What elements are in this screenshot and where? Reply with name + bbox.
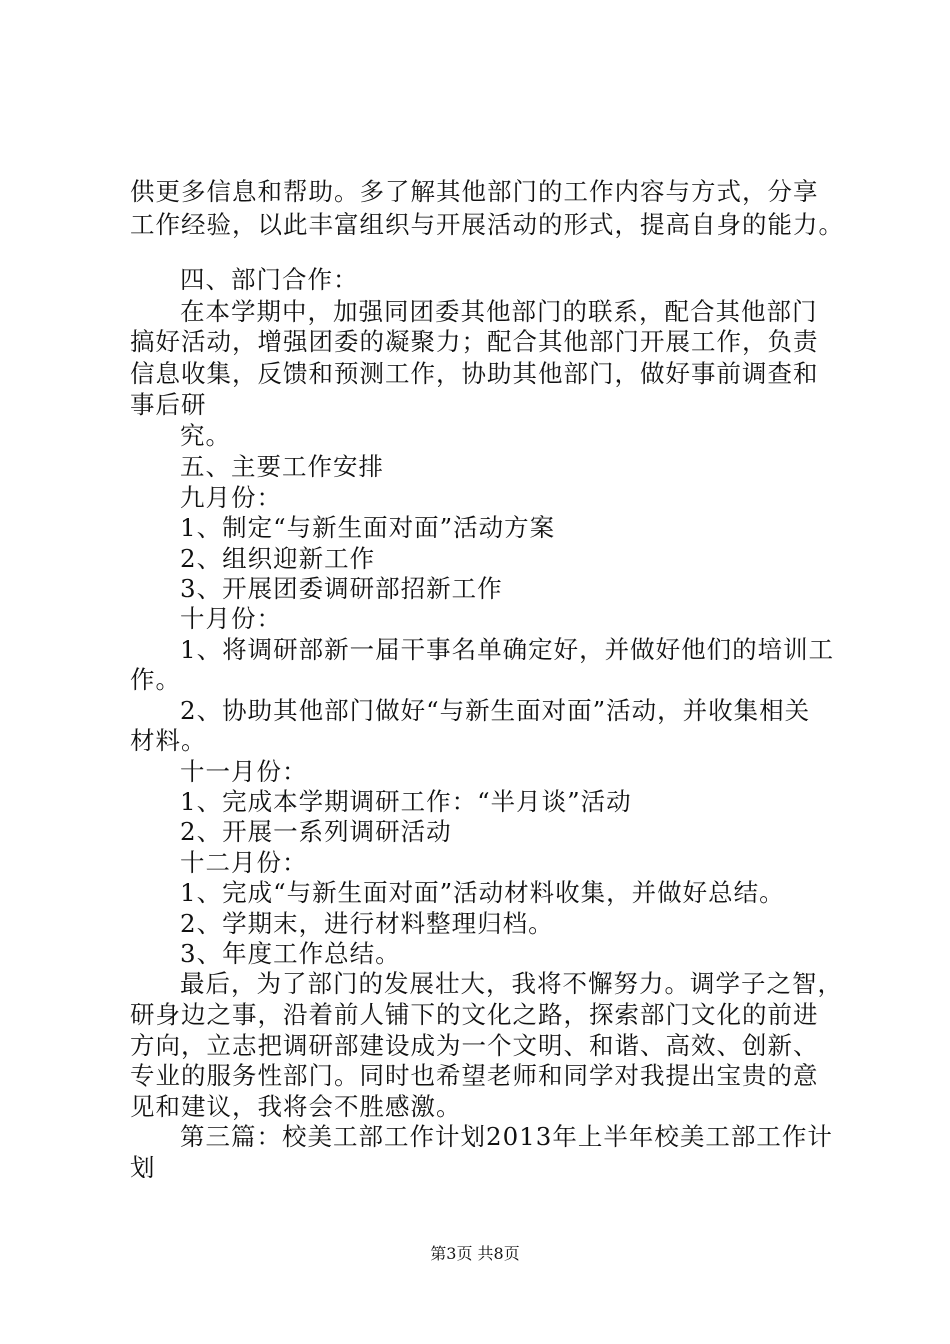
section-heading: 四、部门合作： xyxy=(180,265,359,294)
month-heading: 十二月份： xyxy=(180,848,308,877)
body-line: 究。 xyxy=(180,421,231,450)
list-item: 1、完成本学期调研工作：“半月谈”活动 xyxy=(180,787,632,816)
body-line: 方向，立志把调研部建设成为一个文明、和谐、高效、创新、 xyxy=(130,1031,819,1060)
body-line: 工作经验，以此丰富组织与开展活动的形式，提高自身的能力。 xyxy=(130,210,844,239)
list-item: 2、学期末，进行材料整理归档。 xyxy=(180,909,554,938)
month-heading: 九月份： xyxy=(180,483,282,512)
list-item-continuation: 材料。 xyxy=(130,726,207,755)
body-line: 研身边之事，沿着前人铺下的文化之路，探索部门文化的前进 xyxy=(130,1000,819,1029)
list-item: 3、年度工作总结。 xyxy=(180,939,401,968)
chapter-title: 第三篇：校美工部工作计划2013年上半年校美工部工作计 xyxy=(180,1122,833,1151)
body-line: 事后研 xyxy=(130,390,207,419)
month-heading: 十月份： xyxy=(180,604,282,633)
list-item: 1、制定“与新生面对面”活动方案 xyxy=(180,513,556,542)
list-item: 2、开展一系列调研活动 xyxy=(180,817,452,846)
body-line: 供更多信息和帮助。多了解其他部门的工作内容与方式，分享 xyxy=(130,177,819,206)
page-footer: 第3页 共8页 xyxy=(430,1244,520,1263)
body-line: 最后，为了部门的发展壮大，我将不懈努力。调学子之智， xyxy=(180,969,843,998)
list-item: 3、开展团委调研部招新工作 xyxy=(180,574,503,603)
list-item: 1、完成“与新生面对面”活动材料收集，并做好总结。 xyxy=(180,878,785,907)
body-line: 搞好活动，增强团委的凝聚力；配合其他部门开展工作，负责 xyxy=(130,327,819,356)
section-heading: 五、主要工作安排 xyxy=(180,452,384,481)
list-item-continuation: 作。 xyxy=(130,665,181,694)
month-heading: 十一月份： xyxy=(180,757,308,786)
body-line: 专业的服务性部门。同时也希望老师和同学对我提出宝贵的意 xyxy=(130,1061,819,1090)
list-item: 1、将调研部新一届干事名单确定好，并做好他们的培训工 xyxy=(180,635,835,664)
chapter-title-continuation: 划 xyxy=(130,1153,156,1182)
list-item: 2、协助其他部门做好“与新生面对面”活动，并收集相关 xyxy=(180,696,811,725)
list-item: 2、组织迎新工作 xyxy=(180,544,376,573)
body-line: 见和建议，我将会不胜感激。 xyxy=(130,1092,462,1121)
body-line: 信息收集，反馈和预测工作，协助其他部门，做好事前调查和 xyxy=(130,359,819,388)
body-line: 在本学期中，加强同团委其他部门的联系，配合其他部门 xyxy=(180,297,818,326)
